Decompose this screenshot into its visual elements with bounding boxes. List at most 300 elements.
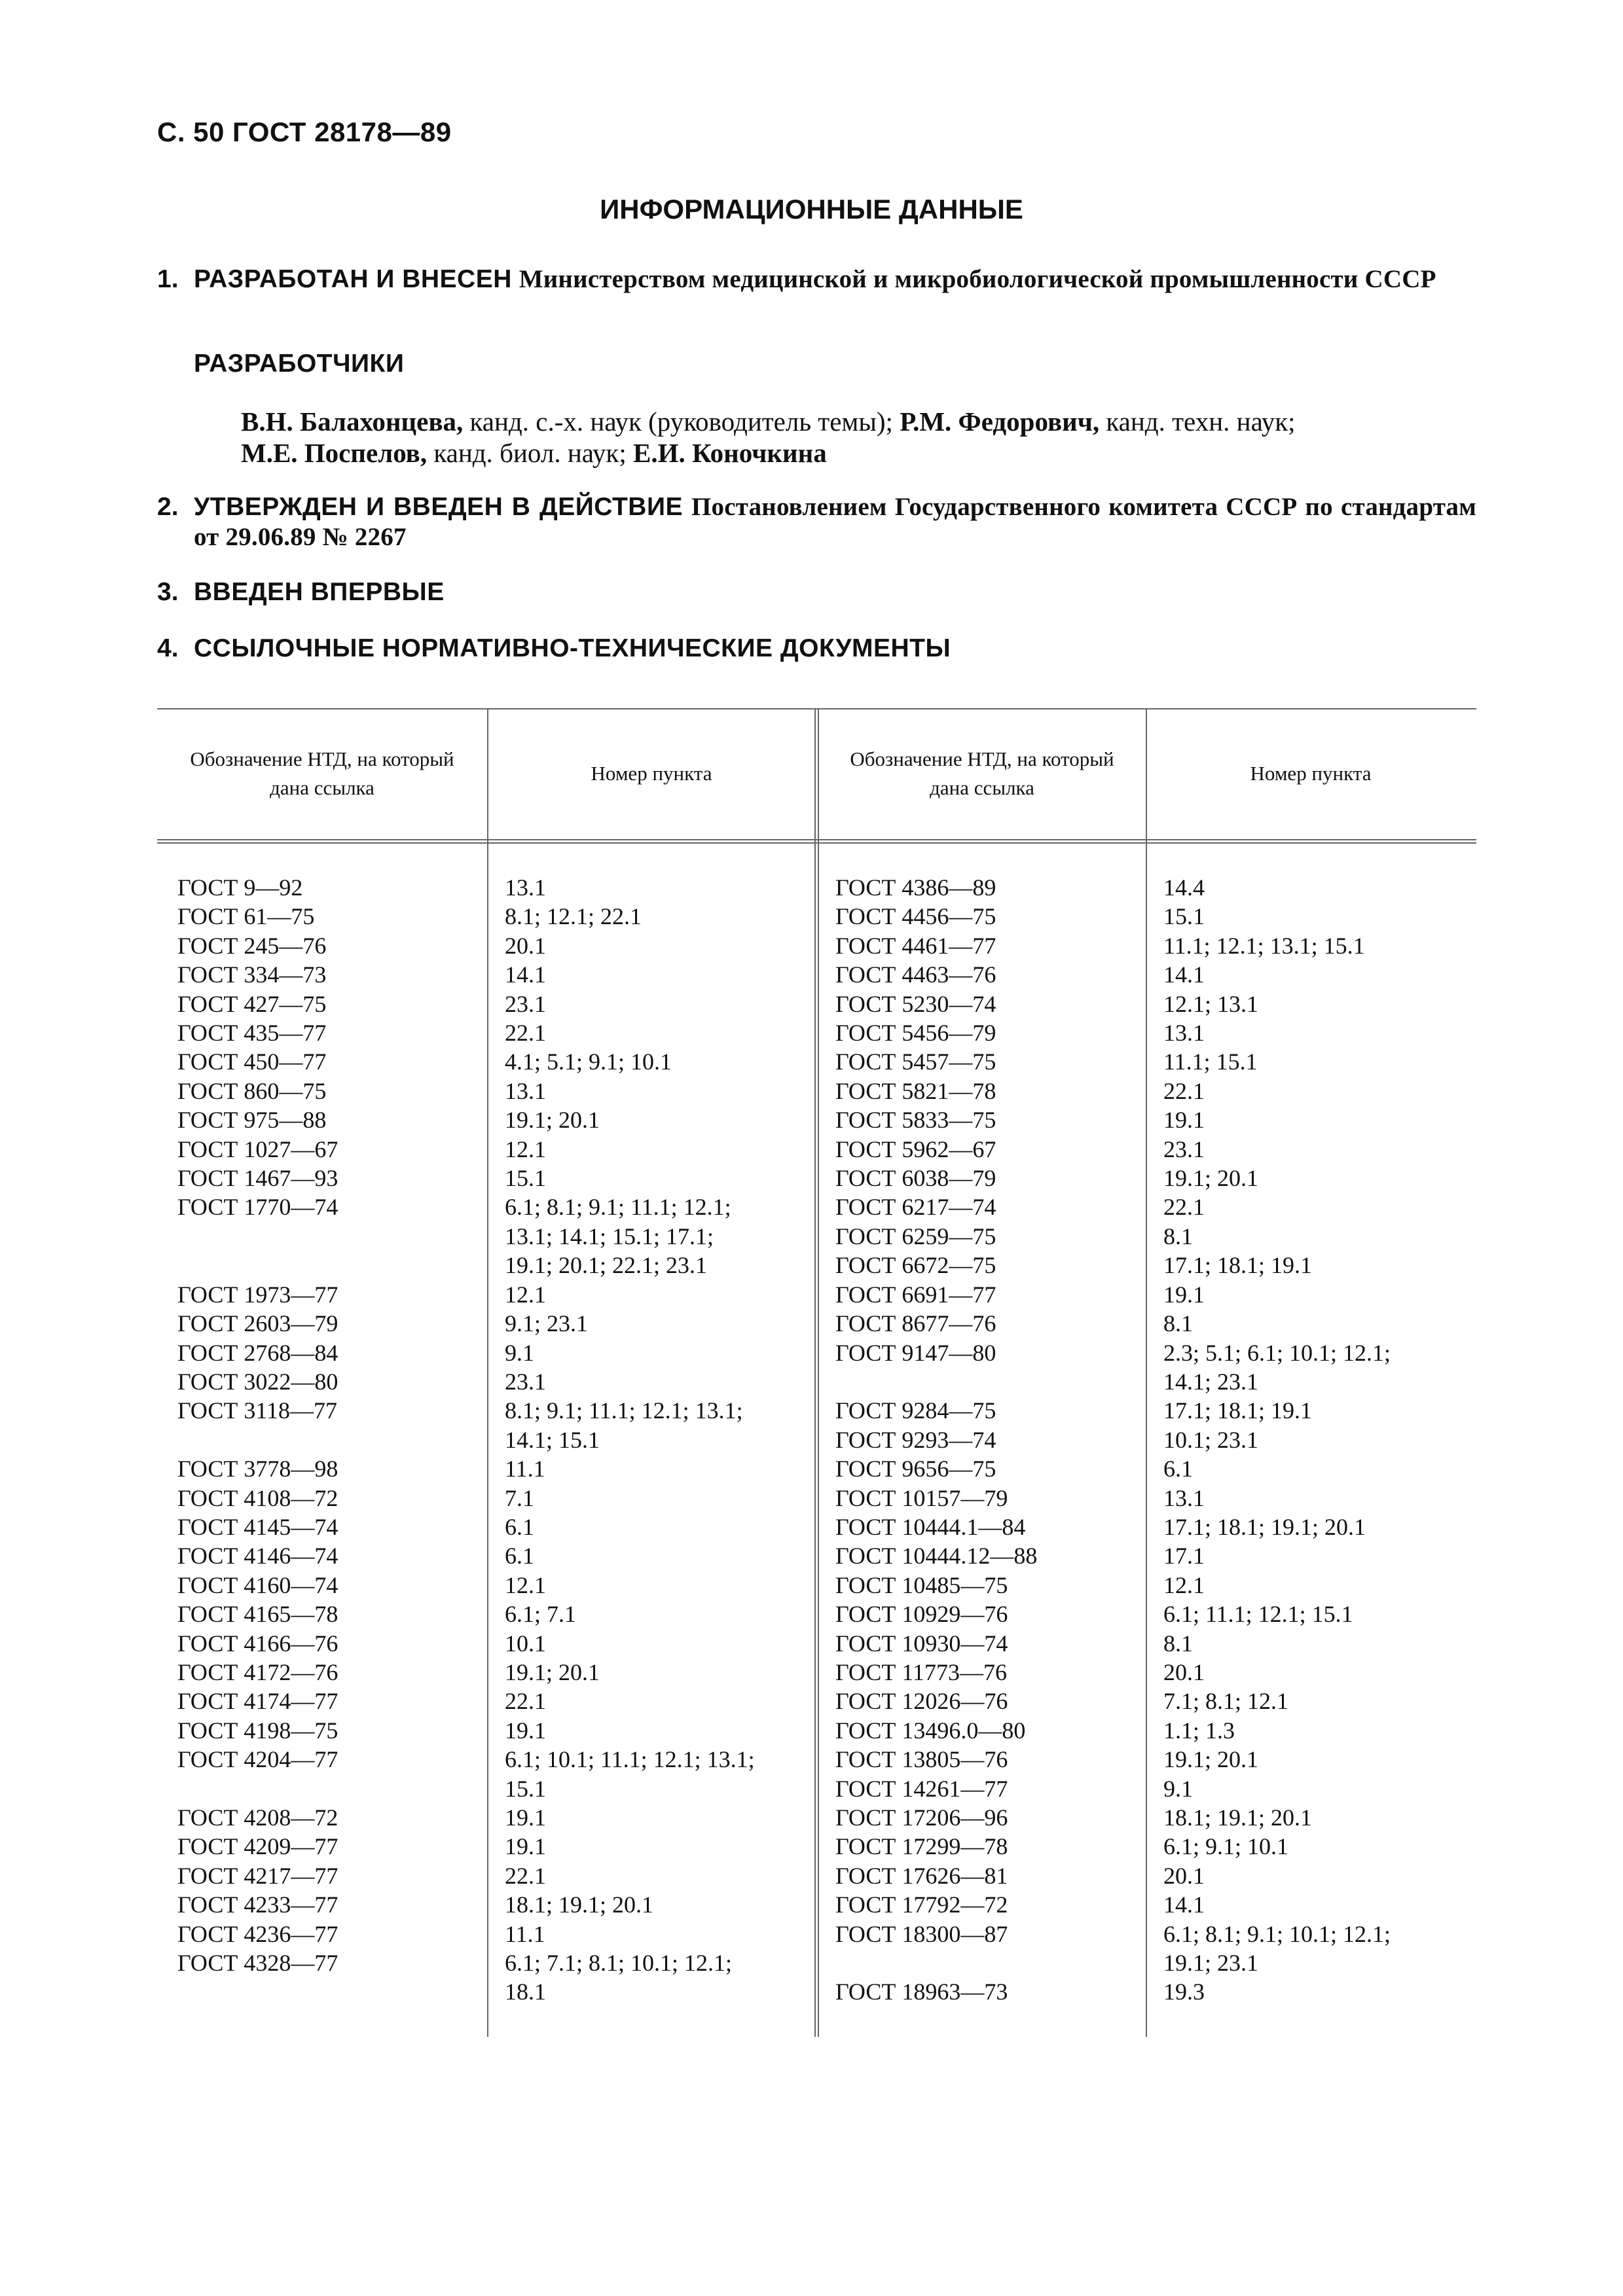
clause-numbers: 7.1	[505, 1484, 534, 1511]
table-row-designation	[835, 873, 1137, 902]
developer-name: М.Е. Поспелов,	[241, 438, 428, 468]
clause-numbers: 8.1	[1163, 1630, 1193, 1657]
document-designation: ГОСТ 6259—75	[835, 1223, 996, 1249]
developer-role: канд. биол. наук;	[427, 438, 633, 468]
table-row-clauses	[505, 1105, 812, 1134]
table-row-designation	[835, 1280, 1137, 1309]
left-designations-column	[177, 873, 479, 2007]
table-row-clauses	[1163, 1222, 1471, 1251]
table-row-designation	[177, 990, 479, 1018]
clause-numbers: 13.1; 14.1; 15.1; 17.1;	[505, 1223, 714, 1249]
table-row-designation	[835, 1716, 1137, 1745]
table-row-designation	[835, 1222, 1137, 1251]
page-header: С. 50 ГОСТ 28178—89	[157, 117, 452, 147]
clause-numbers: 19.1; 20.1	[1163, 1746, 1259, 1773]
clause-numbers: 22.1	[505, 1020, 546, 1047]
column-divider	[487, 708, 488, 2037]
clause-numbers: 14.1	[1163, 1892, 1205, 1918]
clause-numbers: 19.1; 20.1	[1163, 1165, 1259, 1192]
document-designation: ГОСТ 3022—80	[177, 1368, 338, 1395]
table-row-designation	[835, 1920, 1137, 1978]
table-row-designation	[835, 1135, 1137, 1164]
clause-numbers: 19.1; 20.1	[505, 1107, 600, 1134]
item-developed-by	[157, 264, 1476, 295]
clause-numbers: 8.1; 12.1; 22.1	[505, 903, 642, 930]
document-designation: ГОСТ 4172—76	[177, 1659, 338, 1685]
table-row-designation	[835, 1861, 1137, 1890]
table-row-designation	[177, 1135, 479, 1164]
clause-numbers: 12.1	[1163, 1571, 1205, 1598]
table-row-clauses	[505, 990, 812, 1018]
document-designation: ГОСТ 4145—74	[177, 1513, 338, 1540]
document-designation: ГОСТ 18963—73	[835, 1979, 1008, 2005]
table-row-designation	[177, 1018, 479, 1047]
table-row-clauses	[1163, 1600, 1471, 1628]
table-row-designation	[177, 1367, 479, 1396]
table-row-clauses	[1163, 1484, 1471, 1513]
clause-numbers: 14.1	[1163, 961, 1205, 988]
clause-numbers: 18.1	[505, 1979, 546, 2005]
clause-numbers: 20.1	[1163, 1862, 1205, 1889]
table-row-clauses	[1163, 1309, 1471, 1338]
section-title: ИНФОРМАЦИОННЫЕ ДАННЫЕ	[600, 194, 1023, 224]
clause-numbers: 13.1	[505, 1077, 546, 1104]
clause-numbers: 6.1; 8.1; 9.1; 11.1; 12.1;	[505, 1194, 731, 1221]
table-row-clauses	[1163, 1803, 1471, 1832]
item-text: Постановлением Государственного комитета СССР по стандартам от 29.06.89 № 2267	[194, 493, 1476, 551]
table-row-clauses	[1163, 1920, 1471, 1978]
clause-numbers: 13.1	[1163, 1020, 1205, 1047]
clause-numbers: 9.1	[1163, 1775, 1193, 1802]
clause-numbers: 17.1; 18.1; 19.1	[1163, 1397, 1313, 1424]
table-header-clause: Номер пункта	[591, 762, 712, 785]
table-row-clauses	[1163, 931, 1471, 960]
table-row-designation	[835, 1018, 1137, 1047]
table-row-designation	[177, 1658, 479, 1687]
table-row-designation	[177, 1687, 479, 1715]
clause-numbers: 8.1; 9.1; 11.1; 12.1; 13.1;	[505, 1397, 743, 1424]
clause-numbers: 6.1; 9.1; 10.1	[1163, 1833, 1289, 1860]
developer-role: канд. с.-х. наук (руководитель темы);	[463, 406, 900, 437]
document-designation: ГОСТ 10485—75	[835, 1571, 1008, 1598]
clause-numbers: 13.1	[1163, 1484, 1205, 1511]
document-designation: ГОСТ 17206—96	[835, 1804, 1008, 1831]
table-row-clauses	[1163, 1658, 1471, 1687]
table-row-clauses	[505, 1367, 812, 1396]
table-row-clauses	[1163, 1513, 1471, 1541]
clause-numbers: 12.1	[505, 1136, 546, 1162]
clause-numbers: 22.1	[505, 1688, 546, 1715]
table-row-clauses	[1163, 1280, 1471, 1309]
clause-numbers: 6.1; 8.1; 9.1; 10.1; 12.1;	[1163, 1920, 1391, 1947]
table-row-clauses	[1163, 1251, 1471, 1280]
column-divider	[814, 708, 816, 2037]
table-row-designation	[835, 1484, 1137, 1513]
table-row-clauses	[1163, 1454, 1471, 1483]
table-row-designation	[177, 1484, 479, 1513]
table-row-clauses	[1163, 1977, 1471, 2006]
table-row-designation	[835, 1338, 1137, 1397]
table-row-designation	[835, 1309, 1137, 1338]
table-row-clauses	[505, 902, 812, 931]
clause-numbers: 6.1; 10.1; 11.1; 12.1; 13.1;	[505, 1746, 755, 1773]
clause-numbers: 11.1	[505, 1920, 545, 1947]
table-row-clauses	[1163, 1077, 1471, 1105]
table-row-clauses	[1163, 1018, 1471, 1047]
document-designation: ГОСТ 3118—77	[177, 1397, 338, 1424]
document-designation: ГОСТ 4174—77	[177, 1688, 338, 1715]
clause-numbers: 12.1; 13.1	[1163, 990, 1259, 1017]
table-row-designation	[835, 1454, 1137, 1483]
table-row-designation	[835, 1251, 1137, 1280]
document-designation: ГОСТ 4209—77	[177, 1833, 338, 1860]
table-row-clauses	[1163, 1164, 1471, 1193]
clause-numbers: 14.1; 15.1	[505, 1426, 600, 1453]
table-row-designation	[177, 1338, 479, 1367]
item-number: 2.	[157, 493, 179, 521]
table-row-clauses	[505, 1338, 812, 1367]
table-row-designation	[177, 1803, 479, 1832]
clause-numbers: 14.1	[505, 961, 546, 988]
clause-numbers: 20.1	[505, 932, 546, 959]
clause-numbers: 17.1	[1163, 1543, 1205, 1570]
document-designation: ГОСТ 4160—74	[177, 1571, 338, 1598]
document-designation: ГОСТ 18300—87	[835, 1920, 1008, 1947]
right-clauses-column	[1163, 873, 1471, 2007]
clause-numbers: 15.1	[505, 1775, 546, 1802]
document-designation: ГОСТ 6672—75	[835, 1252, 996, 1279]
document-designation: ГОСТ 4456—75	[835, 903, 996, 930]
clause-numbers: 6.1	[505, 1543, 534, 1570]
document-designation: ГОСТ 8677—76	[835, 1310, 996, 1337]
clause-numbers: 22.1	[505, 1862, 546, 1889]
clause-numbers: 19.1; 20.1	[505, 1659, 600, 1685]
item-introduced	[157, 577, 1476, 607]
table-row-designation	[177, 1716, 479, 1745]
clause-numbers: 23.1	[1163, 1136, 1205, 1162]
table-header-rule	[157, 842, 1476, 844]
document-designation: ГОСТ 9656—75	[835, 1456, 996, 1482]
clause-numbers: 23.1	[505, 1368, 546, 1395]
table-row-designation	[177, 960, 479, 989]
table-row-designation	[177, 1164, 479, 1193]
table-row-clauses	[1163, 1047, 1471, 1076]
document-designation: ГОСТ 245—76	[177, 932, 327, 959]
table-row-designation	[177, 1077, 479, 1105]
table-row-designation	[835, 1396, 1137, 1425]
table-row-designation	[835, 902, 1137, 931]
table-row-clauses	[505, 1541, 812, 1570]
table-row-designation	[835, 1047, 1137, 1076]
table-row-clauses	[505, 1745, 812, 1803]
item-approved	[157, 492, 1476, 552]
table-row-clauses	[1163, 1890, 1471, 1919]
document-designation: ГОСТ 5962—67	[835, 1136, 996, 1162]
document-designation: ГОСТ 5833—75	[835, 1107, 996, 1134]
table-row-clauses	[1163, 1338, 1471, 1397]
document-designation: ГОСТ 5821—78	[835, 1077, 996, 1104]
table-row-designation	[835, 931, 1137, 960]
table-row-designation	[177, 1600, 479, 1628]
document-designation: ГОСТ 334—73	[177, 961, 327, 988]
clause-numbers: 15.1	[505, 1165, 546, 1192]
item-text: Министерством медицинской и микробиологической промышленности СССР	[519, 265, 1436, 293]
table-row-designation	[835, 990, 1137, 1018]
table-row-designation	[177, 1513, 479, 1541]
table-row-clauses	[1163, 1745, 1471, 1774]
table-row-designation	[177, 1832, 479, 1861]
table-row-clauses	[505, 1832, 812, 1861]
table-row-clauses	[1163, 1396, 1471, 1425]
table-row-clauses	[505, 1687, 812, 1715]
developers-list	[241, 406, 1478, 469]
clause-numbers: 6.1; 11.1; 12.1; 15.1	[1163, 1601, 1353, 1628]
table-row-clauses	[1163, 1571, 1471, 1600]
clause-numbers: 17.1; 18.1; 19.1	[1163, 1252, 1313, 1279]
clause-numbers: 6.1; 7.1; 8.1; 10.1; 12.1;	[505, 1950, 733, 1977]
document-designation: ГОСТ 5457—75	[835, 1049, 996, 1075]
table-row-designation	[177, 1396, 479, 1454]
table-row-clauses	[505, 1803, 812, 1832]
table-row-clauses	[1163, 1774, 1471, 1803]
table-row-designation	[177, 1948, 479, 2007]
clause-numbers: 13.1	[505, 874, 546, 901]
document-designation: ГОСТ 1467—93	[177, 1165, 338, 1192]
document-designation: ГОСТ 4165—78	[177, 1601, 338, 1628]
table-row-clauses	[505, 1135, 812, 1164]
table-row-clauses	[505, 1047, 812, 1076]
table-row-designation	[835, 1890, 1137, 1919]
table-row-designation	[835, 1193, 1137, 1221]
table-row-clauses	[505, 1890, 812, 1919]
table-row-clauses	[505, 1396, 812, 1454]
table-row-designation	[177, 1629, 479, 1658]
clause-numbers: 22.1	[1163, 1077, 1205, 1104]
document-designation: ГОСТ 6217—74	[835, 1194, 996, 1221]
item-number: 1.	[157, 265, 179, 293]
table-row-designation	[835, 1977, 1137, 2006]
table-row-clauses	[1163, 1861, 1471, 1890]
document-designation: ГОСТ 13496.0—80	[835, 1717, 1026, 1744]
document-designation: ГОСТ 4461—77	[835, 932, 996, 959]
table-row-clauses	[505, 1948, 812, 2007]
table-row-clauses	[505, 931, 812, 960]
document-designation: ГОСТ 9147—80	[835, 1339, 996, 1366]
document-designation: ГОСТ 2768—84	[177, 1339, 338, 1366]
table-row-clauses	[505, 960, 812, 989]
table-header-designation: Обозначение НТД, на который дана ссылка	[850, 747, 1114, 799]
table-row-clauses	[505, 1193, 812, 1280]
clause-numbers: 8.1	[1163, 1223, 1193, 1249]
item-references	[157, 634, 1476, 664]
document-designation: ГОСТ 9—92	[177, 874, 303, 901]
document-designation: ГОСТ 1770—74	[177, 1194, 338, 1221]
clause-numbers: 11.1	[505, 1456, 545, 1482]
clause-numbers: 23.1	[505, 990, 546, 1017]
table-header-rule	[157, 839, 1476, 840]
table-row-clauses	[505, 1861, 812, 1890]
document-designation: ГОСТ 3778—98	[177, 1456, 338, 1482]
clause-numbers: 12.1	[505, 1571, 546, 1598]
document-designation: ГОСТ 4236—77	[177, 1920, 338, 1947]
table-row-designation	[835, 1687, 1137, 1715]
table-row-clauses	[505, 1018, 812, 1047]
table-row-designation	[177, 931, 479, 960]
table-row-designation	[835, 1832, 1137, 1861]
table-row-clauses	[505, 1629, 812, 1658]
document-designation: ГОСТ 860—75	[177, 1077, 327, 1104]
table-row-clauses	[1163, 1716, 1471, 1745]
table-row-clauses	[505, 1658, 812, 1687]
clause-numbers: 1.1; 1.3	[1163, 1717, 1235, 1744]
table-row-designation	[177, 902, 479, 931]
clause-numbers: 20.1	[1163, 1659, 1205, 1685]
clause-numbers: 18.1; 19.1; 20.1	[1163, 1804, 1313, 1831]
table-row-designation	[177, 873, 479, 902]
clause-numbers: 11.1; 12.1; 13.1; 15.1	[1163, 932, 1365, 959]
table-row-designation	[835, 1426, 1137, 1454]
clause-numbers: 19.1	[505, 1804, 546, 1831]
table-row-designation	[177, 1105, 479, 1134]
item-lead: РАЗРАБОТАН И ВНЕСЕН	[194, 265, 512, 293]
clause-numbers: 14.4	[1163, 874, 1205, 901]
developer-name: Р.М. Федорович,	[900, 406, 1100, 437]
item-lead: УТВЕРЖДЕН И ВВЕДЕН В ДЕЙСТВИЕ	[194, 493, 683, 521]
document-designation: ГОСТ 4198—75	[177, 1717, 338, 1744]
document-designation: ГОСТ 14261—77	[835, 1775, 1008, 1802]
developer-name: В.Н. Балахонцева,	[241, 406, 464, 437]
table-row-clauses	[505, 1600, 812, 1628]
document-designation: ГОСТ 6038—79	[835, 1165, 996, 1192]
clause-numbers: 18.1; 19.1; 20.1	[505, 1892, 654, 1918]
table-row-clauses	[505, 1280, 812, 1309]
document-designation: ГОСТ 1973—77	[177, 1281, 338, 1308]
table-row-clauses	[505, 1309, 812, 1338]
document-designation: ГОСТ 4386—89	[835, 874, 996, 901]
references-table	[157, 708, 1476, 2037]
table-row-designation	[835, 1600, 1137, 1628]
clause-numbers: 9.1	[505, 1339, 534, 1366]
clause-numbers: 19.1	[505, 1833, 546, 1860]
document-designation: ГОСТ 10444.12—88	[835, 1543, 1038, 1570]
document-designation: ГОСТ 5230—74	[835, 990, 996, 1017]
table-row-designation	[835, 1774, 1137, 1803]
document-designation: ГОСТ 4463—76	[835, 961, 996, 988]
table-row-designation	[177, 1920, 479, 1948]
table-row-designation	[177, 1861, 479, 1890]
item-lead: ССЫЛОЧНЫЕ НОРМАТИВНО-ТЕХНИЧЕСКИЕ ДОКУМЕНТЫ	[194, 634, 951, 662]
table-row-clauses	[1163, 1541, 1471, 1570]
developers-heading: РАЗРАБОТЧИКИ	[194, 350, 405, 378]
table-row-designation	[177, 1047, 479, 1076]
table-row-clauses	[1163, 1193, 1471, 1221]
table-row-designation	[177, 1309, 479, 1338]
clause-numbers: 6.1	[505, 1513, 534, 1540]
table-row-clauses	[1163, 1629, 1471, 1658]
document-designation: ГОСТ 4166—76	[177, 1630, 338, 1657]
table-row-clauses	[1163, 873, 1471, 902]
clause-numbers: 9.1; 23.1	[505, 1310, 589, 1337]
developer-role: канд. техн. наук;	[1099, 406, 1296, 437]
document-designation: ГОСТ 17299—78	[835, 1833, 1008, 1860]
table-row-designation	[835, 1803, 1137, 1832]
table-row-designation	[177, 1280, 479, 1309]
left-clauses-column	[505, 873, 812, 2007]
document-designation: ГОСТ 10930—74	[835, 1630, 1008, 1657]
document-designation: ГОСТ 4233—77	[177, 1892, 338, 1918]
table-row-designation	[177, 1454, 479, 1483]
document-designation: ГОСТ 11773—76	[835, 1659, 1008, 1685]
developer-name: Е.И. Коночкина	[632, 438, 827, 468]
clause-numbers: 6.1; 7.1	[505, 1601, 577, 1628]
document-designation: ГОСТ 450—77	[177, 1049, 327, 1075]
table-row-clauses	[1163, 1135, 1471, 1164]
item-number: 4.	[157, 634, 179, 662]
document-designation: ГОСТ 4204—77	[177, 1746, 338, 1773]
clause-numbers: 22.1	[1163, 1194, 1205, 1221]
table-row-clauses	[1163, 960, 1471, 989]
table-row-clauses	[505, 1484, 812, 1513]
clause-numbers: 7.1; 8.1; 12.1	[1163, 1688, 1289, 1715]
document-designation: ГОСТ 427—75	[177, 990, 327, 1017]
clause-numbers: 19.1	[1163, 1281, 1205, 1308]
table-header-designation: Обозначение НТД, на который дана ссылка	[190, 747, 454, 799]
clause-numbers: 4.1; 5.1; 9.1; 10.1	[505, 1049, 672, 1075]
item-number: 3.	[157, 578, 179, 606]
document-designation: ГОСТ 10444.1—84	[835, 1513, 1026, 1540]
table-row-designation	[177, 1541, 479, 1570]
item-lead: ВВЕДЕН ВПЕРВЫЕ	[194, 578, 445, 606]
document-designation: ГОСТ 1027—67	[177, 1136, 338, 1162]
clause-numbers: 19.1	[505, 1717, 546, 1744]
table-header-clause: Номер пункта	[1250, 762, 1372, 785]
table-row-designation	[835, 1745, 1137, 1774]
table-row-designation	[835, 1629, 1137, 1658]
clause-numbers: 10.1	[505, 1630, 546, 1657]
document-designation: ГОСТ 17792—72	[835, 1892, 1008, 1918]
table-row-designation	[177, 1890, 479, 1919]
table-row-designation	[177, 1571, 479, 1600]
table-row-clauses	[1163, 1426, 1471, 1454]
document-designation: ГОСТ 9293—74	[835, 1426, 996, 1453]
column-divider	[818, 708, 819, 2037]
table-row-designation	[835, 1541, 1137, 1570]
document-designation: ГОСТ 435—77	[177, 1020, 327, 1047]
table-row-clauses	[505, 1077, 812, 1105]
table-row-clauses	[505, 1920, 812, 1948]
table-row-clauses	[1163, 1832, 1471, 1861]
clause-numbers: 2.3; 5.1; 6.1; 10.1; 12.1;	[1163, 1339, 1391, 1366]
clause-numbers: 15.1	[1163, 903, 1205, 930]
table-row-clauses	[505, 1454, 812, 1483]
document-designation: ГОСТ 10929—76	[835, 1601, 1008, 1628]
table-row-designation	[835, 1513, 1137, 1541]
document-designation: ГОСТ 4108—72	[177, 1484, 338, 1511]
table-row-clauses	[505, 1716, 812, 1745]
table-row-designation	[177, 1745, 479, 1803]
table-row-designation	[835, 1571, 1137, 1600]
table-row-clauses	[505, 1164, 812, 1193]
table-row-clauses	[1163, 902, 1471, 931]
document-designation: ГОСТ 4217—77	[177, 1862, 338, 1889]
document-designation: ГОСТ 61—75	[177, 903, 315, 930]
clause-numbers: 8.1	[1163, 1310, 1193, 1337]
document-designation: ГОСТ 6691—77	[835, 1281, 996, 1308]
table-row-designation	[177, 1193, 479, 1280]
document-designation: ГОСТ 975—88	[177, 1107, 327, 1134]
table-row-clauses	[505, 1513, 812, 1541]
table-row-clauses	[505, 873, 812, 902]
